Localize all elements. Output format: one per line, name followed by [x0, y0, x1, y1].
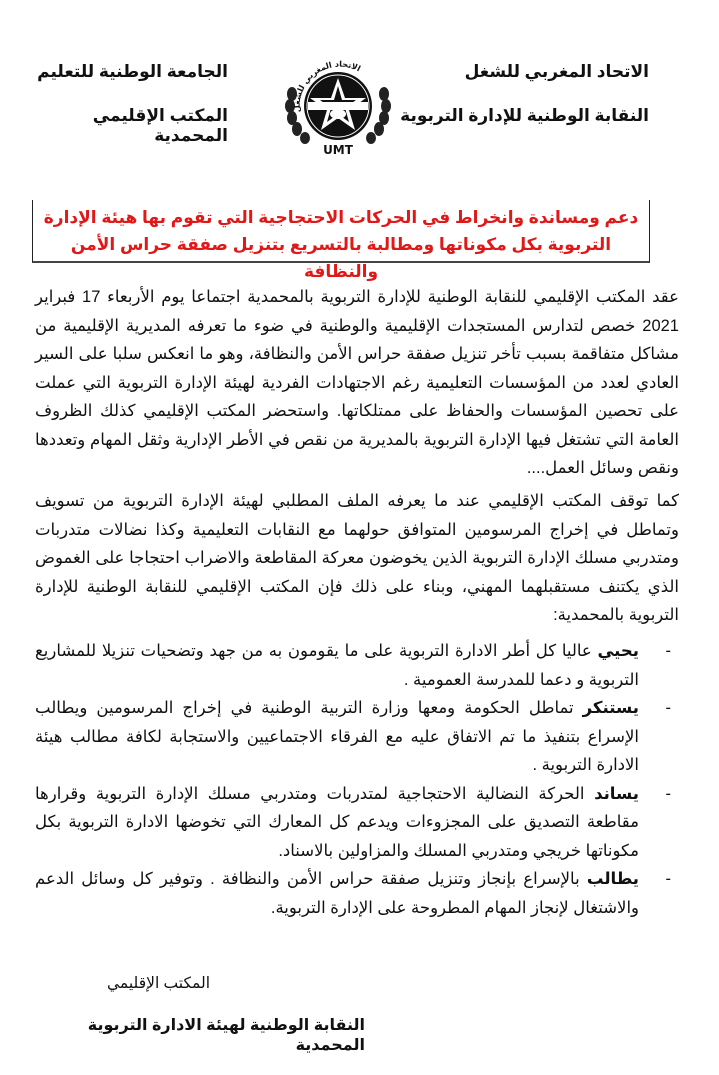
- resolution-verb: يحيي: [597, 642, 639, 660]
- resolution-text: عاليا كل أطر الادارة التربوية على ما يقومون به من جهد وتضحيات تنزيلا للمشاريع التربوية و دعما للمدرسة العمومية .: [35, 642, 639, 689]
- bullet-dash: -: [665, 784, 671, 803]
- federation-name: الجامعة الوطنية للتعليم: [37, 62, 228, 81]
- statement-title-box: [32, 200, 650, 281]
- resolution-item: [35, 637, 679, 694]
- body-paragraph-1: عقد المكتب الإقليمي للنقابة الوطنية للإدارة التربوية بالمحمدية اجتماعا يوم الأربعاء 17 فبراير 2021 خصص لتدارس المستجدات الإقليمية والوطنية في ضوء ما تعرفه المديرية الإقليمية من مشاكل متفاقمة بسبب تأخر تنزيل صفقة حراس الأمن والنظافة، وهو ما انعكس سلبا على السير العادي لعدد من المؤسسات التعليمية رغم الاجتهادات الفردية لهيئة الإدارة التربوية التي عملت على تحصين المؤسسات والحفاظ على ممتلكاتها. واستحضر المكتب الإقليمي كذلك الظروف العامة التي تشتغل فيها الإدارة التربوية بالمديرية من نقص في الأطر الإدارية وثقل المهام وتعددها ونقص وسائل العمل....: [35, 288, 679, 477]
- umt-seal-logo-icon: [278, 50, 398, 158]
- resolution-text: بالإسراع بإنجاز وتنزيل صفقة حراس الأمن والنظافة . وتوفير كل وسائل الدعم والاشتغال لإنجاز المهام المطروحة على الإدارة التربوية.: [35, 870, 639, 917]
- logo-initials: UMT: [323, 143, 353, 157]
- resolution-text: الحركة النضالية الاحتجاجية لمتدربات ومتدربي مسلك الإدارة التربوية وقرارها مقاطعة التصديق على المجزوءات ويدعم كل المعارك التي تخوضها الادارة التربوية بكل مكوناتها خريجي ومتدربي المسلك والمزاولين بالاسناد.: [35, 784, 639, 860]
- bullet-dash: -: [665, 870, 671, 888]
- signature-office: المكتب الإقليمي: [107, 975, 210, 992]
- header-left-block: [28, 62, 228, 146]
- bullet-dash: -: [665, 699, 671, 717]
- resolution-verb: يستنكر: [582, 699, 639, 717]
- resolution-item: [35, 865, 679, 922]
- body-paragraph-2: كما توقف المكتب الإقليمي عند ما يعرفه الملف المطلبي لهيئة الإدارة التربوية من تسويف وتماطل في إخراج المرسومين المتوافق حولهما مع النقابات التعليمية وكذا نضالات متدربات ومتدربي مسلك الإدارة التربوية الذين يخوضون معركة المقاطعة والاضراب احتجاجا على الغموض الذي يكتنف مستقبلهما المهني، وبناء على ذلك فإن المكتب الإقليمي للنقابة الوطنية للإدارة التربوية بالمحمدية:: [35, 492, 679, 624]
- resolution-item: [35, 694, 679, 780]
- header-right-block: [399, 62, 649, 126]
- resolution-text: تماطل الحكومة ومعها وزارة التربية الوطنية في إخراج المرسومين ويطالب الإسراع بتنفيذ ما تم الاتفاق عليه مع الفرقاء الاجتماعيين والاستجابة لكافة مطالب هيئة الادارة التربوية .: [35, 699, 639, 774]
- resolution-item: [35, 780, 679, 866]
- syndicate-name: النقابة الوطنية للإدارة التربوية: [400, 106, 649, 125]
- resolution-verb: يطالب: [586, 870, 639, 888]
- union-name: الاتحاد المغربي للشغل: [464, 62, 649, 81]
- title-line-1: دعم ومساندة وانخراط في الحركات الاحتجاجية التي تقوم بها هيئة الإدارة: [43, 208, 639, 227]
- regional-office-name: المكتب الإقليمي المحمدية: [92, 106, 228, 145]
- title-line-2: التربوية بكل مكوناتها ومطالبة بالتسريع بتنزيل صفقة حراس الأمن والنظافة: [70, 235, 612, 281]
- signature-union: النقابة الوطنية لهيئة الادارة التربوية المحمدية: [87, 1017, 365, 1054]
- logo-arc-text: الاتحاد المغربي للشغل: [292, 59, 362, 113]
- bullet-dash: -: [665, 642, 671, 660]
- resolution-verb: يساند: [594, 784, 639, 803]
- resolutions-list: [35, 637, 679, 922]
